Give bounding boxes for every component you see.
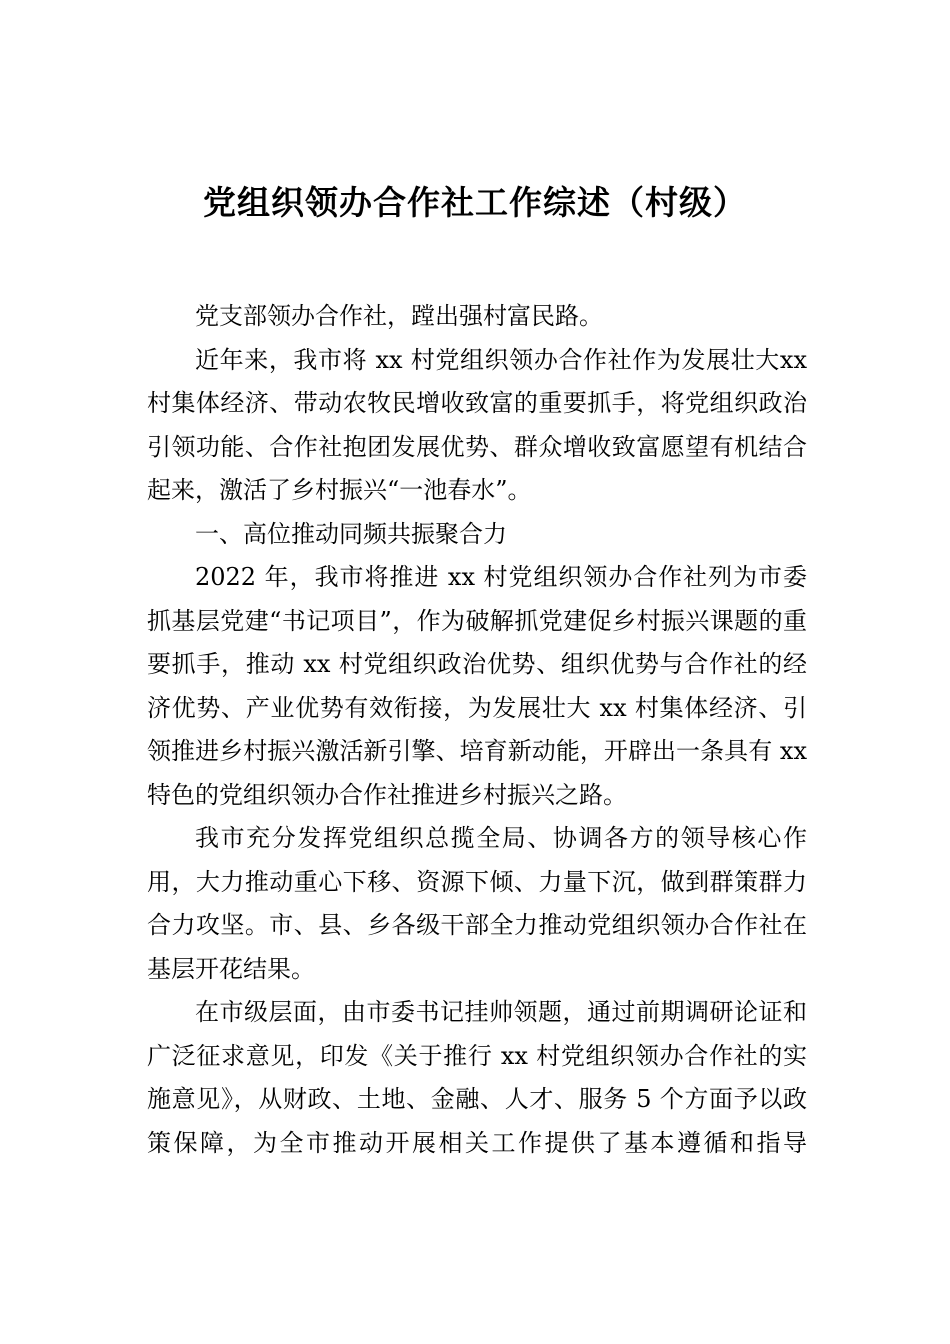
paragraph-leadership: 我市充分发挥党组织总揽全局、协调各方的领导核心作用，大力推动重心下移、资源下倾、力量下沉，做到群策群力合力攻坚。市、县、乡各级干部全力推动党组织领办合作社在基层开花结果。 (147, 824, 807, 983)
paragraph-2022: 2022 年，我市将推进 xx 村党组织领办合作社列为市委抓基层党建“书记项目”，作为破解抓党建促乡村振兴课题的重要抓手，推动 xx 村党组织政治优势、组织优势与合作社的经济优势、产业优势有效衔接，为发展壮大 xx 村集体经济、引领推进乡村振兴激活新引擎、培育新动能，开辟出一条具有 xx 特色的党组织领办合作社推进乡村振兴之路。 (147, 563, 807, 809)
section-heading-1: 一、高位推动同频共振聚合力 (195, 519, 507, 548)
paragraph-intro: 党支部领办合作社，蹚出强村富民路。 (195, 302, 603, 330)
paragraph-city-level: 在市级层面，由市委书记挂帅领题，通过前期调研论证和广泛征求意见，印发《关于推行 xx 村党组织领办合作社的实施意见》，从财政、土地、金融、人才、服务 5 个方面予以政策保障，为全市推动开展相关工作提供了基本遵循和指导 (147, 998, 807, 1157)
document-title: 党组织领办合作社工作综述（村级） (203, 183, 747, 222)
paragraph-overview: 近年来，我市将 xx 村党组织领办合作社作为发展壮大xx 村集体经济、带动农牧民增收致富的重要抓手，将党组织政治引领功能、合作社抱团发展优势、群众增收致富愿望有机结合起来，激活了乡村振兴“一池春水”。 (147, 345, 807, 504)
document-body (147, 295, 807, 1165)
